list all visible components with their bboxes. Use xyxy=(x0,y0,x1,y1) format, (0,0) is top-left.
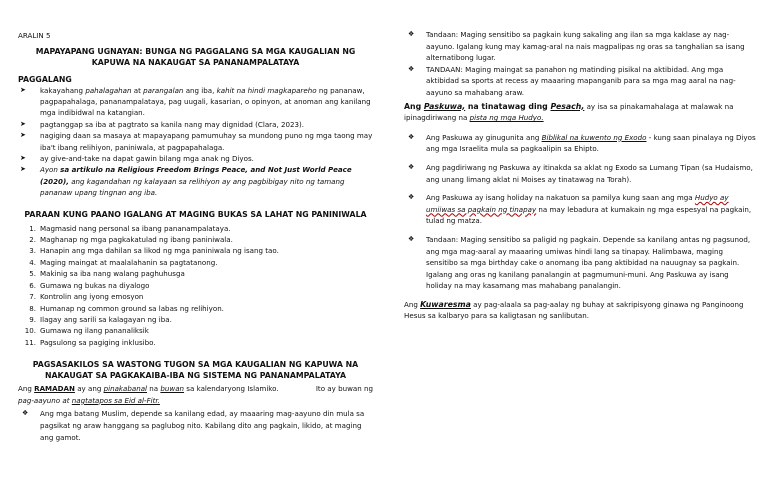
list-item: ❖ Ang mga batang Muslim, depende sa kanilang edad, ay maaaring mag-aayuno din mula sa pagsikat ng araw hanggang sa paglubog nito. Kabilang dito ang pagkain, likido, at maging ang gamot. xyxy=(22,409,365,442)
paggalang-heading: PAGGALANG xyxy=(18,74,72,84)
paskuwa-paragraph: Ang Paskuwa, na tinatawag ding Pesach, ay isa sa pinakamahalaga at malawak na ipinagdiriwang na pista ng mga Hudyo. xyxy=(404,101,734,123)
list-item: ❖ TANDAAN: Maging maingat sa panahon ng matinding pisikal na aktibidad. Ang mga aktibidad sa sports at recess ay maaaring mapanganib para sa mga mag aaral na nag-aayuno sa mahabang araw. xyxy=(408,64,736,97)
diamond-bullet-icon: ❖ xyxy=(22,409,29,418)
diamond-bullet-icon: ❖ xyxy=(408,132,415,141)
arrow-bullet-icon: ➤ xyxy=(20,119,26,128)
diamond-bullet-icon: ❖ xyxy=(408,64,415,73)
list-item: 9. Ilagay ang sarili sa kalagayan ng iba. xyxy=(29,314,172,324)
list-item: ➤ nagiging daan sa masaya at mapayapang pamumuhay sa mundong puno ng mga taong may iba't ibang relihiyon, paniniwala, at pagpapahalaga. xyxy=(20,131,373,152)
arrow-bullet-icon: ➤ xyxy=(20,154,26,163)
list-item: ❖ Tandaan: Maging sensitibo sa paligid ng pagkain. Depende sa kanilang antas ng pagsunod, ang mga mag-aaral ay maaaring umiwas hindi lang sa tinapay. Halimbawa, maging sensitibo sa mga birthday cake o anomang iba pang aktibidad na nauugnay sa pagkain. Igalang ang oras ng kanilang panalangin at pagmumuni-muni. Ang Paskuwa ay isang holiday na may kasamang mas mahabang panalangin. xyxy=(408,234,751,291)
paraan-list xyxy=(18,223,373,348)
arrow-bullet-icon: ➤ xyxy=(20,85,26,94)
lesson-number: ARALIN 5 xyxy=(18,31,51,40)
paggalang-list xyxy=(18,85,373,199)
list-item: 11. Pagsulong sa pagiging inklusibo. xyxy=(24,337,156,347)
list-item: ➤ ay give-and-take na dapat gawin bilang mga anak ng Diyos. xyxy=(20,154,254,164)
list-item: ❖ Ang Paskuwa ay ginugunita ang Biblikal na kuwento ng Exodo - kung saan pinalaya ng Diyos ang mga Israelita mula sa pagkaalipin sa Ehipto. xyxy=(408,132,756,154)
list-item: 2. Maghanap ng mga pagkakatulad ng ibang paniniwala. xyxy=(29,235,233,245)
lesson-title: MAPAYAPANG UGNAYAN: BUNGA NG PAGGALANG SA MGA KAUGALIAN NG KAPUWA NA NAKAUGAT SA PANANAMPALATAYA xyxy=(35,46,356,67)
list-item: ❖ Ang Paskuwa ay isang holiday na nakatuon sa pamilya kung saan ang mga Hudyo ay umiiwas sa pagkain ng tinapay na may lebadura at kumakain ng mga espesyal na pagkain, tulad ng matza. xyxy=(408,193,752,226)
tandaan-list xyxy=(404,29,756,99)
list-item: 6. Gumawa ng bukas na diyalogo xyxy=(29,280,150,290)
right-column xyxy=(404,0,756,322)
arrow-bullet-icon: ➤ xyxy=(20,131,26,140)
paraan-heading: PARAAN KUNG PAANO IGALANG AT MAGING BUKAS SA LAHAT NG PANINIWALA xyxy=(24,209,367,219)
arrow-bullet-icon: ➤ xyxy=(20,165,26,174)
list-item: 4. Maging maingat at maalalahanin sa pagtatanong. xyxy=(29,257,218,267)
list-item: ❖ Tandaan: Maging sensitibo sa pagkain kung sakaling ang ilan sa mga kaklase ay nag-aayuno. Igalang kung may kamag-aral na nais magpalipas ng oras sa tanghalian sa isang alternatibong lugar. xyxy=(408,30,745,63)
left-column xyxy=(18,0,373,443)
list-item: 7. Kontrolin ang iyong emosyon xyxy=(29,292,144,302)
kuwaresma-paragraph: Ang Kuwaresma ay pag-alaala sa pag-aalay ng buhay at sakripisyong ginawa ng Panginoong Hesus sa kalbaryo para sa kaligtasan ng sanlibutan. xyxy=(404,299,744,321)
ramadan-list xyxy=(18,408,373,443)
ramadan-paragraph: Ang RAMADAN ay ang pinakabanal na buwan sa kalendaryong Islamiko. Ito ay buwan ng pag-aayuno at nagtatapos sa Eid al-Fitr. xyxy=(18,384,373,405)
list-item: ➤ Ayon sa artikulo na Religious Freedom Brings Peace, and Not Just World Peace (2020), ang kagandahan ng kalayaan sa relihiyon ay ang pagbibigay nito ng tamang pananaw upang tingnan ang iba. xyxy=(20,165,352,198)
paskuwa-list xyxy=(404,132,756,292)
list-item: 10. Gumawa ng ilang pananaliksik xyxy=(24,326,149,336)
list-item: 1. Magmasid nang personal sa ibang pananampalataya. xyxy=(29,223,231,233)
list-item: ❖ Ang pagdiriwang ng Paskuwa ay itinakda sa aklat ng Exodo sa Lumang Tipan (sa Hudaismo, ang unang limang aklat ni Moises ay tinatawag na Torah). xyxy=(408,162,753,184)
list-item: ➤ pagtanggap sa iba at pagtrato sa kanila nang may dignidad (Clara, 2023). xyxy=(20,119,305,129)
list-item: 8. Humanap ng common ground sa labas ng relihiyon. xyxy=(29,303,224,313)
diamond-bullet-icon: ❖ xyxy=(408,162,415,171)
list-item: 3. Hanapin ang mga dahilan sa likod ng mga paniniwala ng isang tao. xyxy=(29,246,279,256)
list-item: ➤ kakayahang pahalagahan at parangalan ang iba, kahit na hindi magkapareho ng pananaw, pagpapahalaga, pananampalataya, pag uugali, kasarian, o opinyon, at anoman ang kanilang mga indibidwal na katangian. xyxy=(20,85,371,118)
diamond-bullet-icon: ❖ xyxy=(408,193,415,202)
diamond-bullet-icon: ❖ xyxy=(408,234,415,243)
list-item: 5. Makinig sa iba nang walang paghuhusga xyxy=(29,269,185,279)
pagsasakilos-heading: PAGSASAKILOS SA WASTONG TUGON SA MGA KAUGALIAN NG KAPUWA NA NAKAUGAT SA PAGKAKAIBA-IBA NG SISTEMA NG PANANAMPALATAYA xyxy=(32,360,359,381)
diamond-bullet-icon: ❖ xyxy=(408,30,415,38)
